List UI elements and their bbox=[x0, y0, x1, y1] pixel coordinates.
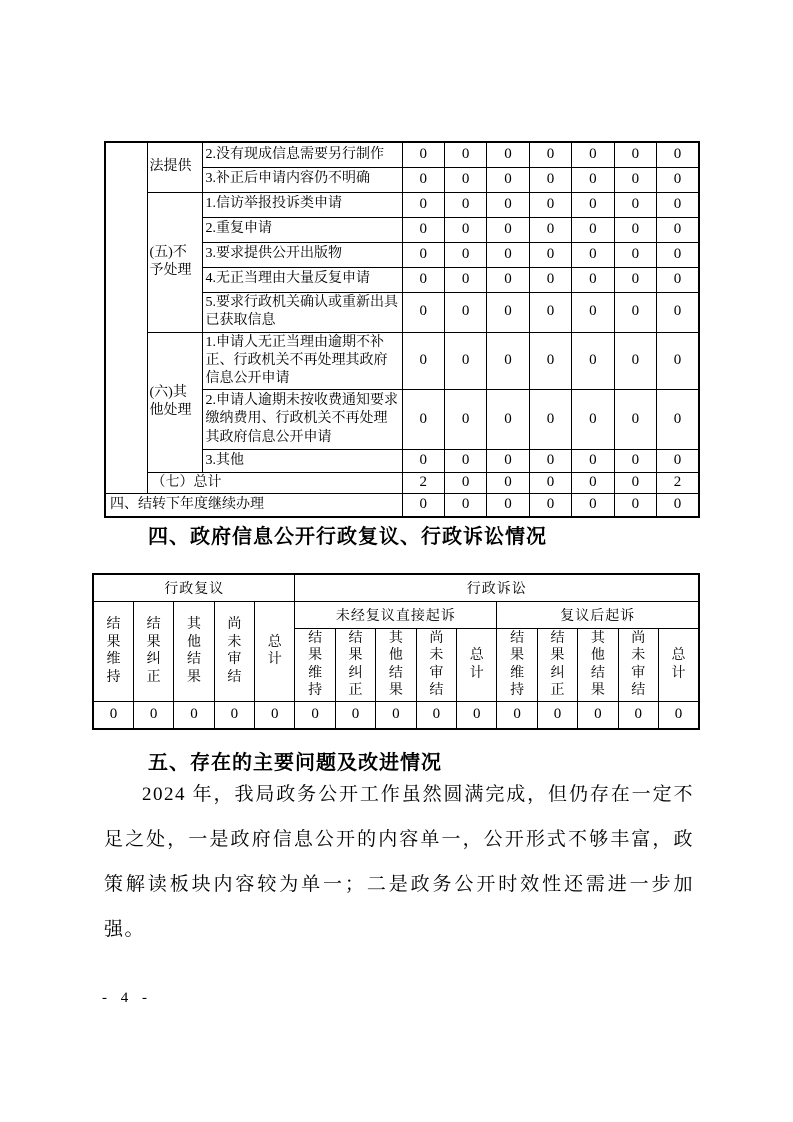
cell-value: 0 bbox=[487, 450, 529, 473]
cell-value: 0 bbox=[487, 332, 529, 390]
cell-value: 0 bbox=[657, 217, 699, 242]
cell-value: 0 bbox=[614, 217, 656, 242]
cell-value: 0 bbox=[487, 390, 529, 450]
cell-value: 0 bbox=[529, 332, 571, 390]
cell-value: 0 bbox=[174, 701, 214, 729]
cell-value: 0 bbox=[444, 494, 486, 517]
cell-value: 0 bbox=[402, 332, 444, 390]
cell-value: 0 bbox=[572, 390, 614, 450]
cell-value: 0 bbox=[572, 217, 614, 242]
row-label: 1.申请人无正当理由逾期不补正、行政机关不再处理其政府信息公开申请 bbox=[202, 332, 402, 390]
col-header-text: 总计 bbox=[267, 634, 283, 667]
cell-value: 0 bbox=[572, 267, 614, 292]
direct-suit-header: 未经复议直接起诉 bbox=[295, 601, 497, 628]
row-label: 3.要求提供公开出版物 bbox=[202, 242, 402, 267]
cell-value: 0 bbox=[614, 242, 656, 267]
cell-value: 0 bbox=[572, 142, 614, 167]
cell-value: 0 bbox=[529, 142, 571, 167]
category-label-unable-provide: 法提供 bbox=[147, 142, 202, 192]
after-suit-col-header bbox=[658, 628, 699, 701]
cell-value: 0 bbox=[444, 167, 486, 192]
cell-value: 0 bbox=[614, 192, 656, 217]
row-label: 4.无正当理由大量反复申请 bbox=[202, 267, 402, 292]
cell-value: 0 bbox=[335, 701, 375, 729]
cell-value: 0 bbox=[657, 292, 699, 332]
cell-value: 0 bbox=[444, 267, 486, 292]
cell-value: 0 bbox=[529, 242, 571, 267]
category-label-no-processing: (五)不予处理 bbox=[147, 192, 202, 332]
col-header-text: 总计 bbox=[469, 648, 484, 681]
cell-value: 0 bbox=[529, 217, 571, 242]
cell-value: 0 bbox=[402, 217, 444, 242]
cell-value: 0 bbox=[614, 167, 656, 192]
cell-value: 0 bbox=[444, 217, 486, 242]
col-header-text: 尚未审结 bbox=[429, 630, 444, 698]
section4-heading: 四、政府信息公开行政复议、行政诉讼情况 bbox=[148, 526, 547, 548]
cell-value: 0 bbox=[402, 192, 444, 217]
cell-value: 2 bbox=[657, 473, 699, 494]
cell-value: 0 bbox=[133, 701, 173, 729]
cell-value: 0 bbox=[572, 292, 614, 332]
cell-value: 0 bbox=[614, 332, 656, 390]
cell-value: 0 bbox=[376, 701, 416, 729]
cell-value: 0 bbox=[487, 167, 529, 192]
col-header-text: 结果纠正 bbox=[146, 617, 162, 685]
cell-value: 0 bbox=[497, 701, 537, 729]
col-header-text: 总计 bbox=[671, 648, 686, 681]
category-label-other-processing: (六)其他处理 bbox=[147, 332, 202, 473]
cell-value: 0 bbox=[444, 142, 486, 167]
continued-empty-category-cell bbox=[105, 142, 147, 494]
cell-value: 0 bbox=[578, 701, 618, 729]
cell-value: 0 bbox=[657, 267, 699, 292]
cell-value: 0 bbox=[402, 267, 444, 292]
cell-value: 0 bbox=[614, 494, 656, 517]
row-label: 3.补正后申请内容仍不明确 bbox=[202, 167, 402, 192]
cell-value: 0 bbox=[614, 267, 656, 292]
row-label: 2.重复申请 bbox=[202, 217, 402, 242]
cell-value: 0 bbox=[444, 292, 486, 332]
cell-value: 0 bbox=[657, 450, 699, 473]
cell-value: 0 bbox=[572, 332, 614, 390]
row-label: 1.信访举报投诉类申请 bbox=[202, 192, 402, 217]
cell-value: 0 bbox=[572, 494, 614, 517]
cell-value: 0 bbox=[529, 267, 571, 292]
after-suit-col-header bbox=[497, 628, 537, 701]
cell-value: 0 bbox=[457, 701, 497, 729]
col-header-text: 结果维持 bbox=[308, 630, 323, 698]
cell-value: 0 bbox=[657, 192, 699, 217]
cell-value: 0 bbox=[614, 473, 656, 494]
after-suit-col-header bbox=[537, 628, 577, 701]
cell-value: 0 bbox=[572, 450, 614, 473]
row-label: 3.其他 bbox=[202, 450, 402, 473]
cell-value: 0 bbox=[416, 701, 456, 729]
direct-suit-col-header bbox=[416, 628, 456, 701]
cell-value: 0 bbox=[529, 473, 571, 494]
request-results-table bbox=[104, 141, 700, 518]
cell-value: 0 bbox=[487, 473, 529, 494]
review-col-header bbox=[214, 601, 254, 701]
section5-heading: 五、存在的主要问题及改进情况 bbox=[148, 752, 442, 774]
review-litigation-table bbox=[92, 573, 700, 730]
after-suit-col-header bbox=[578, 628, 618, 701]
cell-value: 0 bbox=[614, 450, 656, 473]
direct-suit-col-header bbox=[457, 628, 497, 701]
cell-value: 0 bbox=[255, 701, 295, 729]
cell-value: 0 bbox=[214, 701, 254, 729]
cell-value: 0 bbox=[402, 494, 444, 517]
cell-value: 0 bbox=[657, 332, 699, 390]
col-header-text: 尚未审结 bbox=[631, 630, 646, 698]
direct-suit-col-header bbox=[295, 628, 335, 701]
cell-value: 0 bbox=[614, 292, 656, 332]
row-label: 2.没有现成信息需要另行制作 bbox=[202, 142, 402, 167]
col-header-text: 结果维持 bbox=[510, 630, 525, 698]
col-header-text: 其他结果 bbox=[186, 617, 202, 685]
cell-value: 0 bbox=[402, 390, 444, 450]
cell-value: 2 bbox=[402, 473, 444, 494]
cell-value: 0 bbox=[487, 267, 529, 292]
cell-value: 0 bbox=[614, 142, 656, 167]
cell-value: 0 bbox=[487, 217, 529, 242]
direct-suit-col-header bbox=[376, 628, 416, 701]
cell-value: 0 bbox=[572, 167, 614, 192]
litigation-group-header: 行政诉讼 bbox=[295, 574, 699, 601]
review-col-header bbox=[133, 601, 173, 701]
row-label: 5.要求行政机关确认或重新出具已获取信息 bbox=[202, 292, 402, 332]
col-header-text: 结果纠正 bbox=[550, 630, 565, 698]
cell-value: 0 bbox=[444, 473, 486, 494]
direct-suit-col-header bbox=[335, 628, 375, 701]
col-header-text: 结果维持 bbox=[106, 617, 122, 685]
cell-value: 0 bbox=[658, 701, 699, 729]
col-header-text: 其他结果 bbox=[388, 630, 403, 698]
cell-value: 0 bbox=[572, 192, 614, 217]
cell-value: 0 bbox=[572, 473, 614, 494]
cell-value: 0 bbox=[295, 701, 335, 729]
cell-value: 0 bbox=[93, 701, 133, 729]
cell-value: 0 bbox=[572, 242, 614, 267]
cell-value: 0 bbox=[487, 494, 529, 517]
cell-value: 0 bbox=[529, 292, 571, 332]
page-number: - 4 - bbox=[102, 990, 152, 1006]
total-row-label: （七）总计 bbox=[147, 473, 402, 494]
cell-value: 0 bbox=[657, 242, 699, 267]
cell-value: 0 bbox=[402, 450, 444, 473]
cell-value: 0 bbox=[487, 242, 529, 267]
review-col-header bbox=[93, 601, 133, 701]
cell-value: 0 bbox=[537, 701, 577, 729]
cell-value: 0 bbox=[529, 390, 571, 450]
cell-value: 0 bbox=[444, 332, 486, 390]
cell-value: 0 bbox=[487, 192, 529, 217]
after-suit-col-header bbox=[618, 628, 658, 701]
cell-value: 0 bbox=[444, 242, 486, 267]
cell-value: 0 bbox=[529, 450, 571, 473]
cell-value: 0 bbox=[657, 494, 699, 517]
cell-value: 0 bbox=[487, 142, 529, 167]
cell-value: 0 bbox=[402, 242, 444, 267]
cell-value: 0 bbox=[618, 701, 658, 729]
cell-value: 0 bbox=[529, 167, 571, 192]
section5-paragraph: 2024 年，我局政务公开工作虽然圆满完成，但仍存在一定不足之处，一是政府信息公开的内容单一，公开形式不够丰富，政策解读板块内容较为单一；二是政务公开时效性还需进一步加强。 bbox=[104, 784, 694, 940]
review-col-header bbox=[255, 601, 295, 701]
review-group-header: 行政复议 bbox=[93, 574, 295, 601]
review-col-header bbox=[174, 601, 214, 701]
cell-value: 0 bbox=[529, 192, 571, 217]
cell-value: 0 bbox=[444, 390, 486, 450]
col-header-text: 尚未审结 bbox=[227, 617, 243, 685]
cell-value: 0 bbox=[657, 142, 699, 167]
col-header-text: 其他结果 bbox=[590, 630, 605, 698]
cell-value: 0 bbox=[402, 292, 444, 332]
cell-value: 0 bbox=[529, 494, 571, 517]
after-review-suit-header: 复议后起诉 bbox=[497, 601, 699, 628]
cell-value: 0 bbox=[657, 167, 699, 192]
row-label: 2.申请人逾期未按收费通知要求缴纳费用、行政机关不再处理其政府信息公开申请 bbox=[202, 390, 402, 450]
cell-value: 0 bbox=[657, 390, 699, 450]
cell-value: 0 bbox=[444, 192, 486, 217]
cell-value: 0 bbox=[614, 390, 656, 450]
carryover-row-label: 四、结转下年度继续办理 bbox=[105, 494, 402, 517]
col-header-text: 结果纠正 bbox=[348, 630, 363, 698]
cell-value: 0 bbox=[487, 292, 529, 332]
cell-value: 0 bbox=[402, 142, 444, 167]
cell-value: 0 bbox=[444, 450, 486, 473]
cell-value: 0 bbox=[402, 167, 444, 192]
